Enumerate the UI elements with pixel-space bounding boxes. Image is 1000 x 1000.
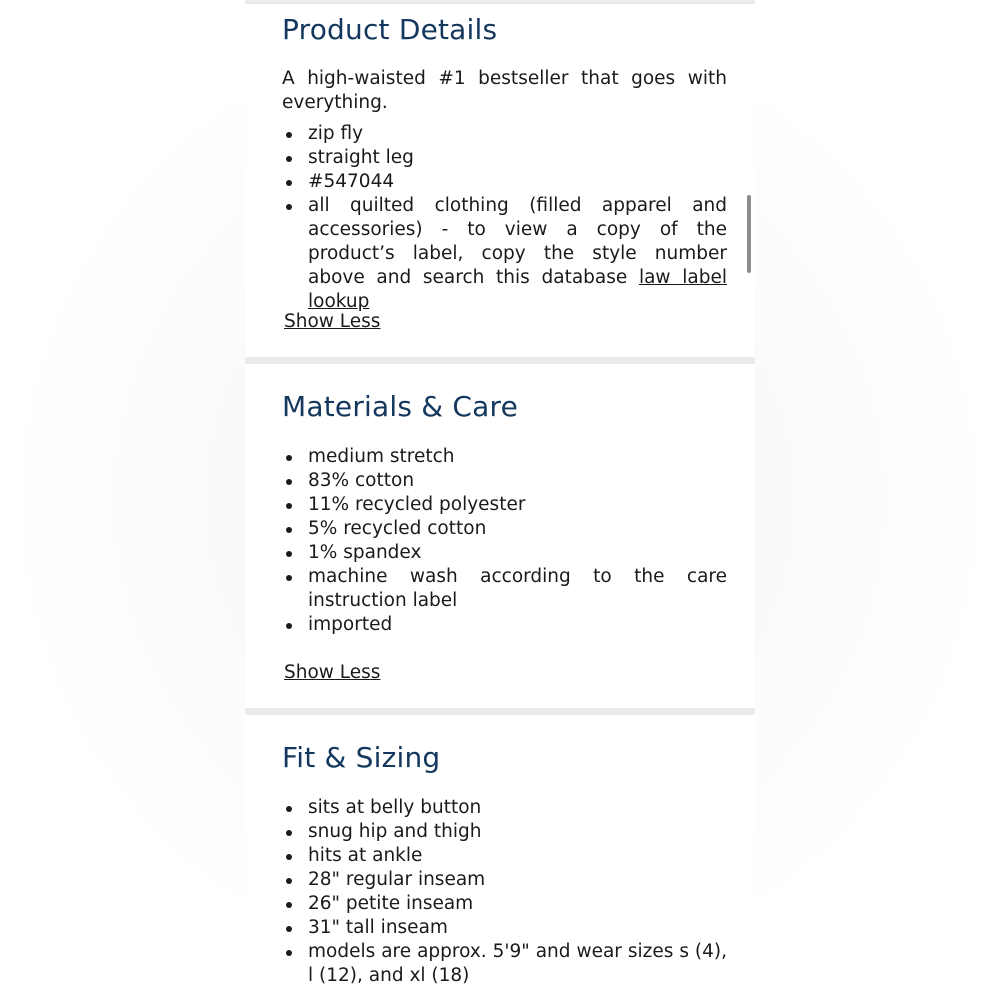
list-item-law-label xyxy=(282,194,727,314)
materials-care-list xyxy=(282,445,727,637)
list-item: straight leg xyxy=(282,146,727,170)
product-details-section xyxy=(245,4,755,357)
list-item: 11% recycled polyester xyxy=(282,493,727,517)
law-label-text: all quilted clothing (filled apparel and accessories) - to view a copy of the product’s label, copy the style number above and search this database xyxy=(308,195,727,288)
list-item: 1% spandex xyxy=(282,541,727,565)
product-details-heading: Product Details xyxy=(282,13,498,46)
product-details-show-less-button[interactable]: Show Less xyxy=(284,311,381,332)
list-item: 26" petite inseam xyxy=(282,892,727,916)
fit-sizing-list xyxy=(282,796,727,988)
list-item: medium stretch xyxy=(282,445,727,469)
list-item: models are approx. 5'9" and wear sizes s (4), l (12), and xl (18) xyxy=(282,940,727,988)
scrollbar-thumb[interactable] xyxy=(747,195,751,273)
product-details-list xyxy=(282,122,727,314)
list-item: zip fly xyxy=(282,122,727,146)
materials-care-section xyxy=(245,364,755,708)
materials-care-show-less-button[interactable]: Show Less xyxy=(284,662,381,683)
law-label-lookup-link[interactable]: law label lookup xyxy=(308,267,727,312)
product-description: A high-waisted #1 bestseller that goes with everything. xyxy=(282,68,727,113)
list-item: imported xyxy=(282,613,727,637)
materials-care-heading: Materials & Care xyxy=(282,390,519,423)
list-item: snug hip and thigh xyxy=(282,820,727,844)
list-item: #547044 xyxy=(282,170,727,194)
list-item: sits at belly button xyxy=(282,796,727,820)
list-item: 28" regular inseam xyxy=(282,868,727,892)
list-item: 31" tall inseam xyxy=(282,916,727,940)
list-item: 5% recycled cotton xyxy=(282,517,727,541)
list-item: machine wash according to the care instruction label xyxy=(282,565,727,613)
fit-sizing-heading: Fit & Sizing xyxy=(282,741,441,774)
list-item: hits at ankle xyxy=(282,844,727,868)
product-info-panel[interactable] xyxy=(245,0,755,1000)
fit-sizing-section xyxy=(245,715,755,1000)
list-item: 83% cotton xyxy=(282,469,727,493)
